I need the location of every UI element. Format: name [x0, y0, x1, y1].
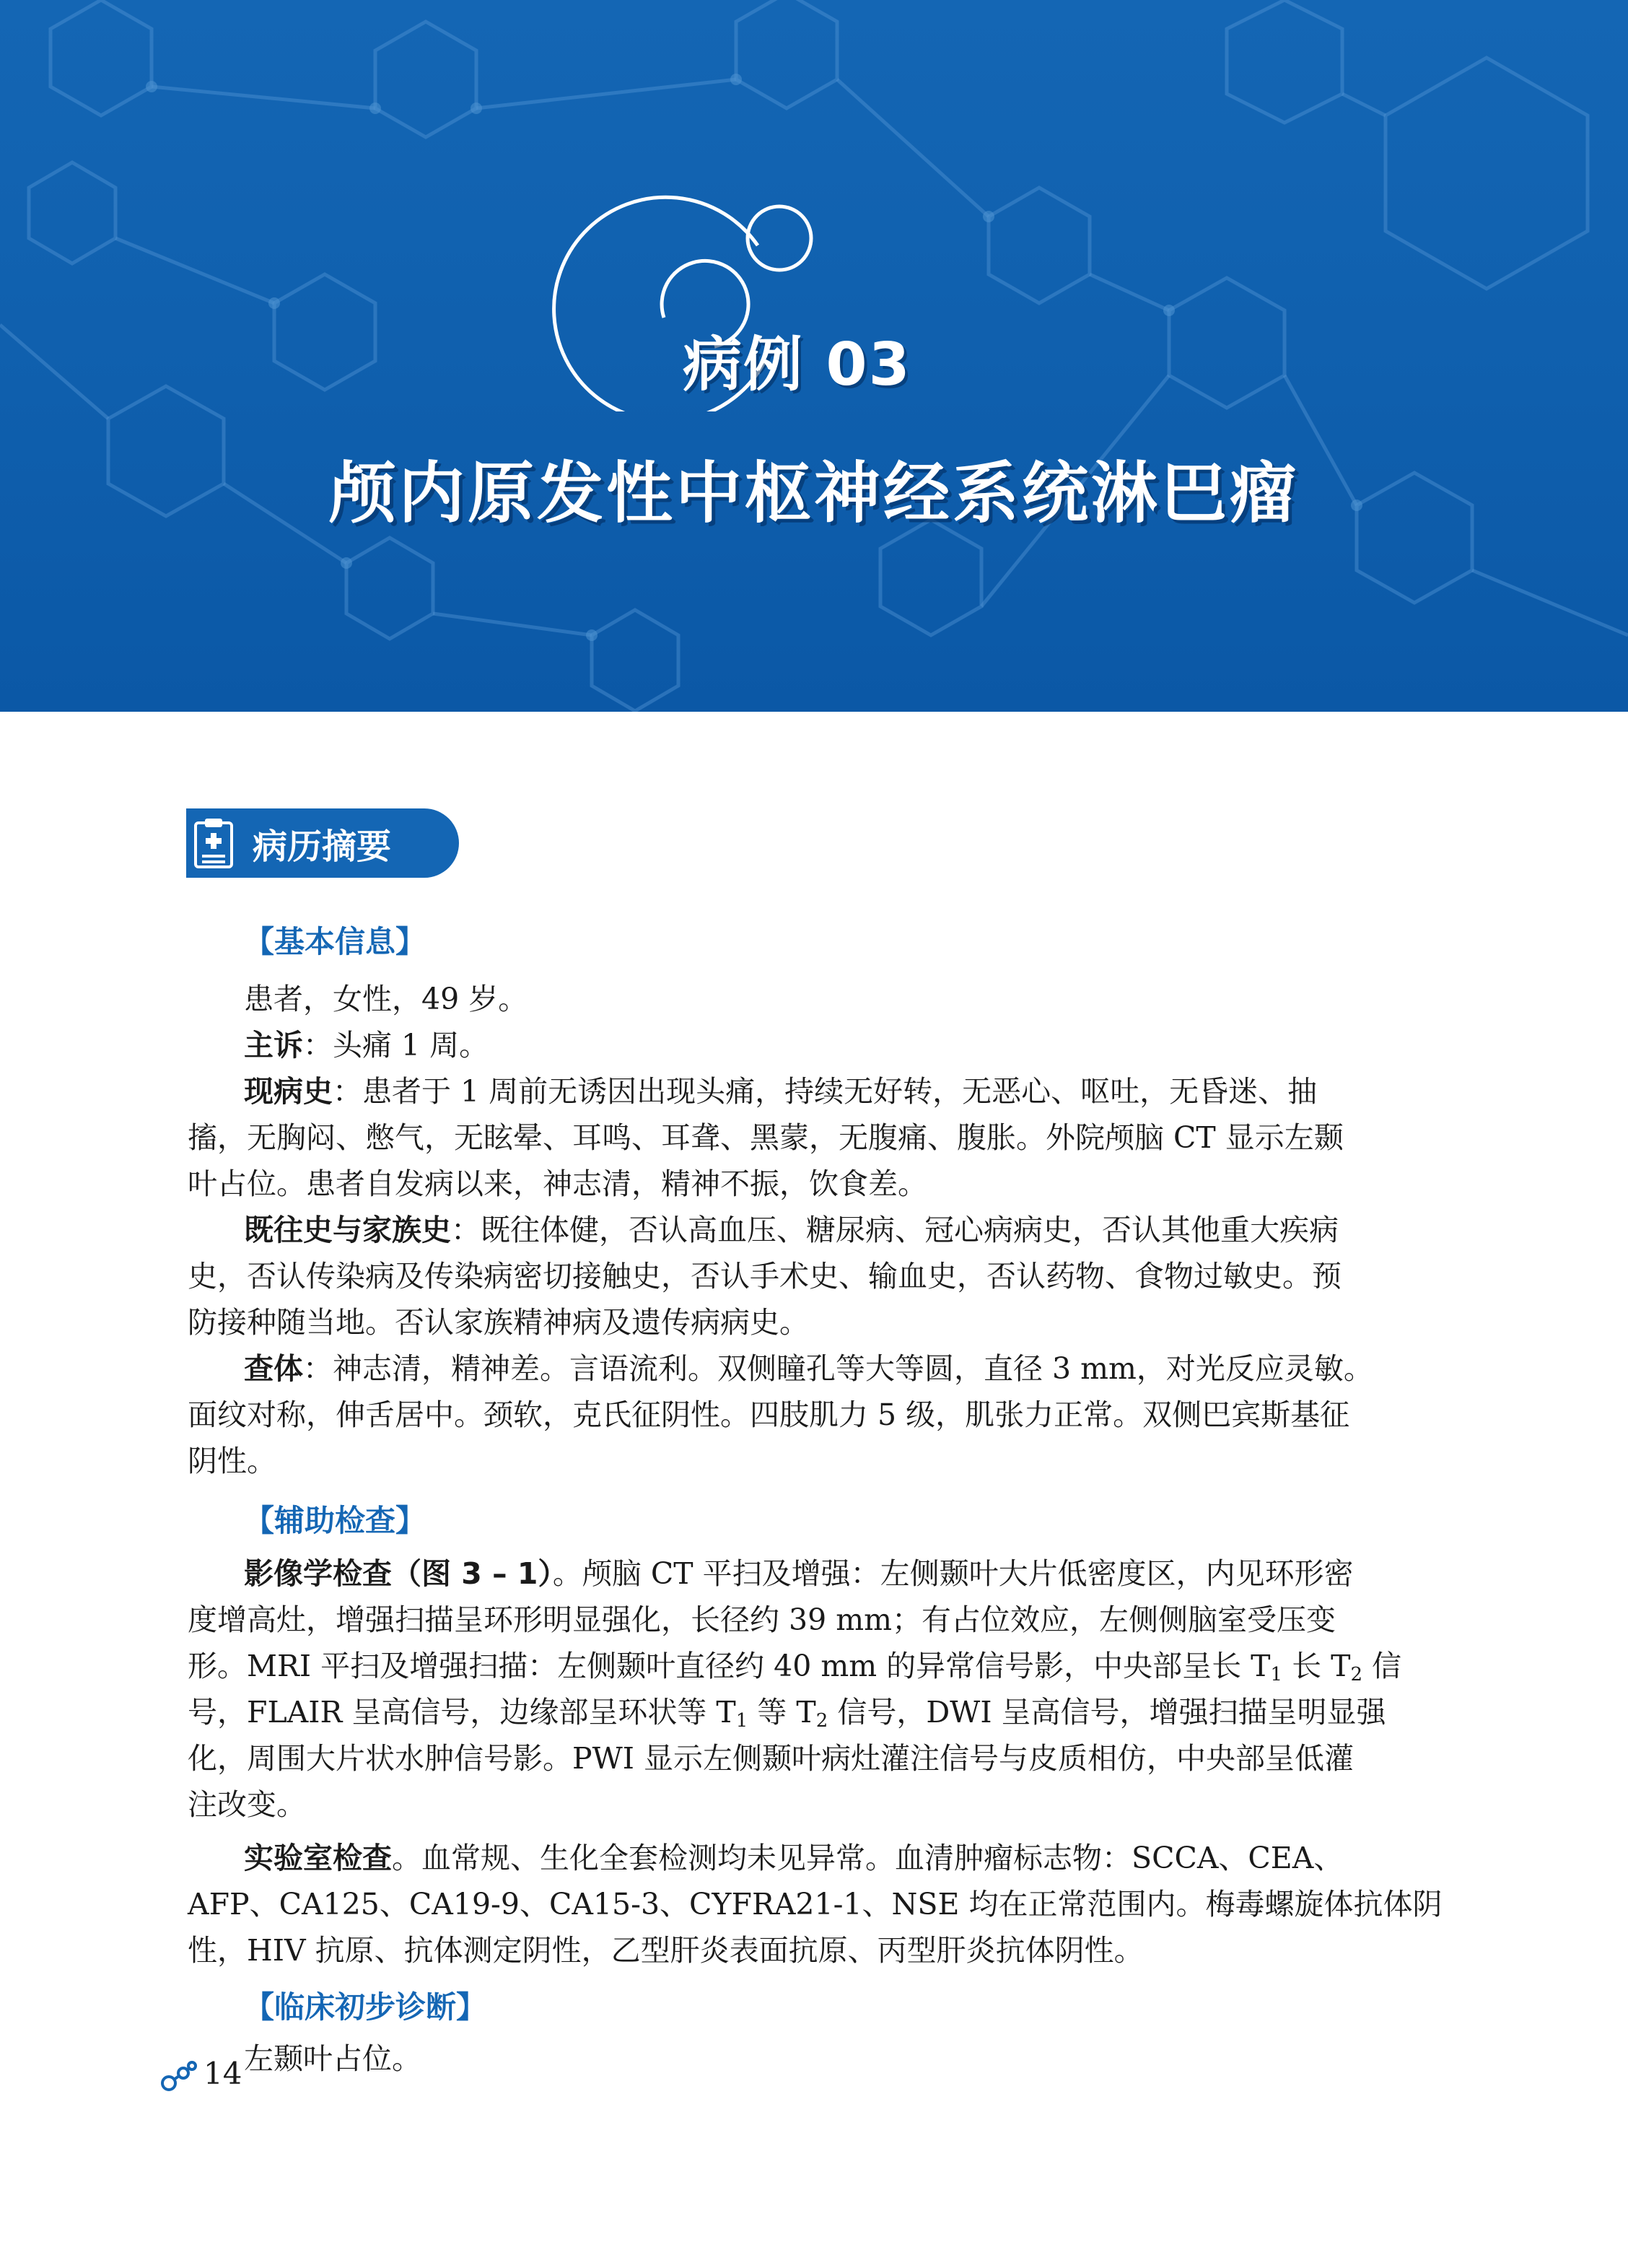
present-illness-cont	[188, 1115, 1364, 1207]
physical-exam-line: 阴性。	[188, 1444, 276, 1478]
chief-complaint-label: 主诉	[244, 1028, 303, 1063]
imaging-line: 度增高灶，增强扫描呈环形明显强化，长径约 39 mm；有占位效应，左侧侧脑室受压变	[188, 1602, 1336, 1637]
imaging-line: 长 T	[1282, 1649, 1351, 1683]
lab-exam	[244, 1835, 1420, 1881]
molecule-icon	[160, 2060, 198, 2092]
present-illness-label: 现病史	[244, 1074, 333, 1109]
section-title: 病历摘要	[253, 826, 392, 867]
present-illness-line: 搐，无胸闷、憋气，无眩晕、耳鸣、耳聋、黑蒙，无腹痛、腹胀。外院颅脑 CT 显示左颞	[188, 1120, 1344, 1155]
clipboard-icon	[193, 817, 234, 869]
subscript: 1	[1270, 1664, 1283, 1685]
present-illness-line: 叶占位。患者自发病以来，神志清，精神不振，饮食差。	[188, 1166, 927, 1201]
imaging-line: 化，周围大片状水肿信号影。PWI 显示左侧颞叶病灶灌注信号与皮质相仿，中央部呈低灌	[188, 1741, 1354, 1776]
lab-exam-label: 实验室检查	[244, 1841, 392, 1875]
page-number: 14	[204, 2056, 242, 2091]
lab-line: AFP、CA125、CA19-9、CA15-3、CYFRA21-1、NSE 均在正常范围内。梅毒螺旋体抗体阴	[188, 1887, 1443, 1922]
past-history-cont	[188, 1253, 1364, 1345]
case-number: 病例 03	[683, 331, 911, 399]
heading-aux-exam: 【辅助检查】	[244, 1503, 426, 1538]
imaging-line: 。颅脑 CT 平扫及增强：左侧颞叶大片低密度区，内见环形密	[552, 1556, 1354, 1591]
patient-line	[244, 976, 1420, 1022]
past-history-label: 既往史与家族史	[244, 1213, 451, 1247]
imaging-line: 形。MRI 平扫及增强扫描：左侧颞叶直径约 40 mm 的异常信号影，中央部呈长 T	[188, 1649, 1271, 1683]
physical-exam-line: ：神志清，精神差。言语流利。双侧瞳孔等大等圆，直径 3 mm，对光反应灵敏。	[303, 1351, 1373, 1386]
case-title: 颅内原发性中枢神经系统淋巴瘤	[328, 455, 1299, 532]
subscript: 2	[815, 1710, 828, 1732]
physical-exam	[244, 1345, 1420, 1392]
lab-line: 。血常规、生化全套检测均未见异常。血清肿瘤标志物：SCCA、CEA、	[392, 1841, 1344, 1875]
past-history-line: 史，否认传染病及传染病密切接触史，否认手术史、输血史，否认药物、食物过敏史。预	[188, 1259, 1342, 1294]
subscript: 1	[735, 1710, 748, 1732]
imaging-line: 信	[1362, 1649, 1402, 1683]
imaging-line: 等 T	[748, 1695, 816, 1730]
chief-complaint	[244, 1022, 1420, 1068]
imaging-line: 信号，DWI 呈高信号，增强扫描呈明显强	[828, 1695, 1386, 1730]
heading-diagnosis: 【临床初步诊断】	[244, 1989, 487, 2025]
physical-exam-label: 查体	[244, 1351, 303, 1386]
physical-exam-cont	[188, 1392, 1364, 1484]
subscript: 2	[1350, 1664, 1362, 1685]
diagnosis-text: 左颞叶占位。	[244, 2041, 421, 2076]
section-tab-case-summary	[186, 808, 459, 878]
imaging-exam	[244, 1550, 1420, 1597]
heading-basic-info: 【基本信息】	[244, 924, 426, 959]
past-history	[244, 1207, 1420, 1253]
physical-exam-line: 面纹对称，伸舌居中。颈软，克氏征阴性。四肢肌力 5 级，肌张力正常。双侧巴宾斯基征	[188, 1397, 1350, 1432]
imaging-exam-cont	[188, 1597, 1402, 1828]
imaging-line: 号，FLAIR 呈高信号，边缘部呈环状等 T	[188, 1695, 736, 1730]
lab-line: 性，HIV 抗原、抗体测定阴性，乙型肝炎表面抗原、丙型肝炎抗体阴性。	[188, 1933, 1144, 1968]
header-banner	[0, 0, 1628, 712]
past-history-line: 防接种随当地。否认家族精神病及遗传病病史。	[188, 1305, 809, 1340]
present-illness-line: ：患者于 1 周前无诱因出现头痛，持续无好转，无恶心、呕吐，无昏迷、抽	[333, 1074, 1318, 1109]
chief-complaint-text: ：头痛 1 周。	[303, 1028, 489, 1063]
past-history-line: ：既往体健，否认高血压、糖尿病、冠心病病史，否认其他重大疾病	[451, 1213, 1339, 1247]
imaging-line: 注改变。	[188, 1787, 306, 1822]
imaging-exam-label: 影像学检查（图 3 – 1）	[244, 1556, 553, 1591]
lab-exam-cont	[188, 1881, 1443, 1973]
present-illness	[244, 1068, 1420, 1115]
patient-text: 患者，女性，49 岁。	[244, 982, 528, 1016]
